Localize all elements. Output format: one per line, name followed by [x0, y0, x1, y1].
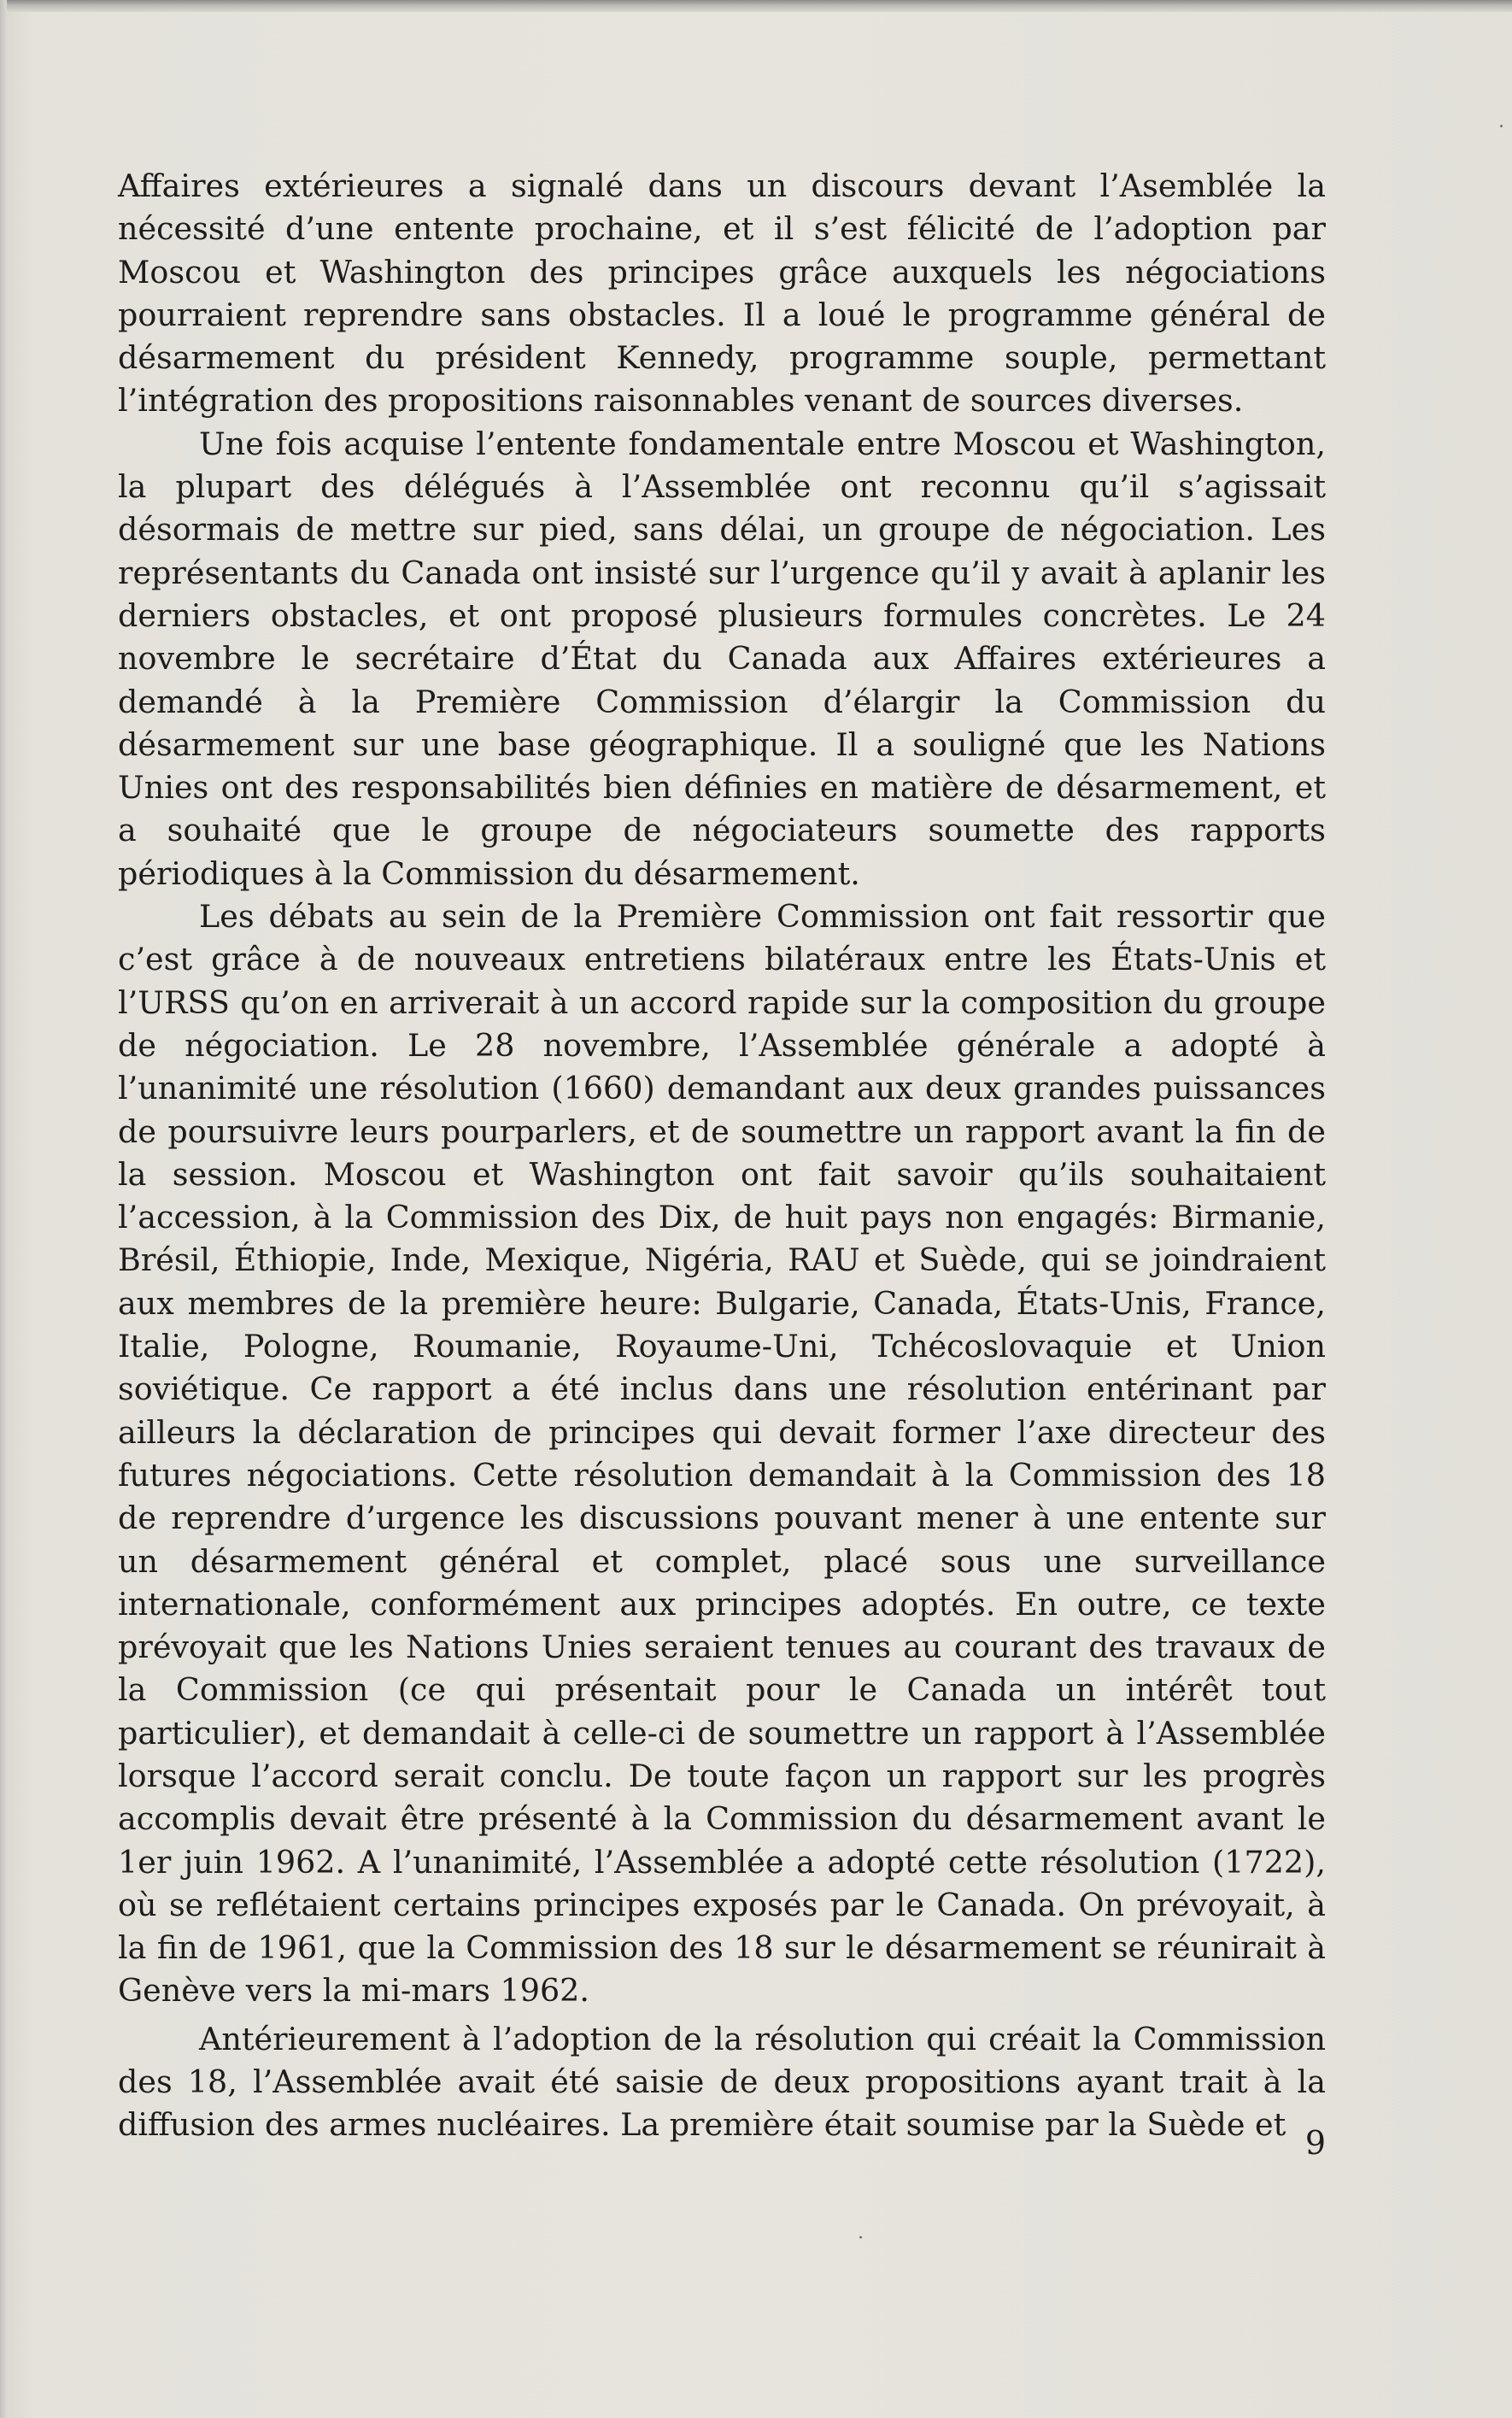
- paragraph: Antérieurement à l’adoption de la résolution qui créait la Commission des 18, l’Assemblée avait été saisie de deux propositions ayant trait à la diffusion des armes nucléaires. La première était soumise par la Suède et: [118, 2020, 1326, 2144]
- paragraph: Les débats au sein de la Première Commission ont fait ressortir que c’est grâce à de nouveaux entretiens bilatéraux entre les États-Unis et l’URSS qu’on en arriverait à un accord rapide sur la composition du groupe de négociation. Le 28 novembre, l’Assemblée générale a adopté à l’unanimité une résolution (1660) demandant aux deux grandes puissances de poursuivre leurs pourparlers, et de soumettre un rapport avant la fin de la session. Moscou et Washington ont fait savoir qu’ils souhaitaient l’accession, à la Commission des Dix, de huit pays non engagés: Birmanie, Brésil, Éthiopie, Inde, Mexique, Nigéria, RAU et Suède, qui se joindraient aux membres de la première heure: Bulgarie, Canada, États-Unis, France, Italie, Pologne, Roumanie, Royaume-Uni, Tchécoslovaquie et Union soviétique. Ce rapport a été inclus dans une résolution entérinant par ailleurs la déclaration de principes qui devait former l’axe directeur des futures négociations. Cette résolution demandait à la Commission des 18 de reprendre d’urgence les discussions pouvant mener à une entente sur un désarmement général et complet, placé sous une surveillance internationale, conformément aux principes adoptés. En outre, ce texte prévoyait que les Nations Unies seraient tenues au courant des travaux de la Commission (ce qui présentait pour le Canada un intérêt tout particulier), et demandait à celle-ci de soumettre un rapport à l’Assemblée lorsque l’accord serait conclu. De toute façon un rapport sur les progrès accomplis devait être présenté à la Commission du désarmement avant le 1er juin 1962. A l’unanimité, l’Assemblée a adopté cette résolution (1722), où se reflétaient certains principes exposés par le Canada. On prévoyait, à la fin de 1961, que la Commission des 18 sur le désarmement se réunirait à Genève vers la mi-mars 1962.: [118, 898, 1326, 2010]
- body-text: [118, 165, 1326, 2147]
- paper-speck: [859, 2236, 862, 2239]
- page-left-edge: [0, 0, 7, 2418]
- paper-speck: [1500, 125, 1503, 127]
- page-top-edge: [0, 0, 1512, 12]
- page-number: 9: [1304, 2124, 1326, 2162]
- paragraph: Une fois acquise l’entente fondamentale entre Moscou et Washington, la plupart des délégués à l’Assemblée ont reconnu qu’il s’agissait désormais de mettre sur pied, sans délai, un groupe de négociation. Les représentants du Canada ont insisté sur l’urgence qu’il y avait à aplanir les derniers obstacles, et ont proposé plusieurs formules concrètes. Le 24 novembre le secrétaire d’État du Canada aux Affaires extérieures a demandé à la Première Commission d’élargir la Commission du désarmement sur une base géographique. Il a souligné que les Nations Unies ont des responsabilités bien définies en matière de désarmement, et a souhaité que le groupe de négociateurs soumette des rapports périodiques à la Commission du désarmement.: [118, 425, 1326, 892]
- paragraph: Affaires extérieures a signalé dans un discours devant l’Asemblée la nécessité d’une entente prochaine, et il s’est félicité de l’adoption par Moscou et Washington des principes grâce auxquels les négociations pourraient reprendre sans obstacles. Il a loué le programme général de désarmement du président Kennedy, programme souple, permettant l’intégration des propositions raisonnables venant de sources diverses.: [118, 167, 1326, 420]
